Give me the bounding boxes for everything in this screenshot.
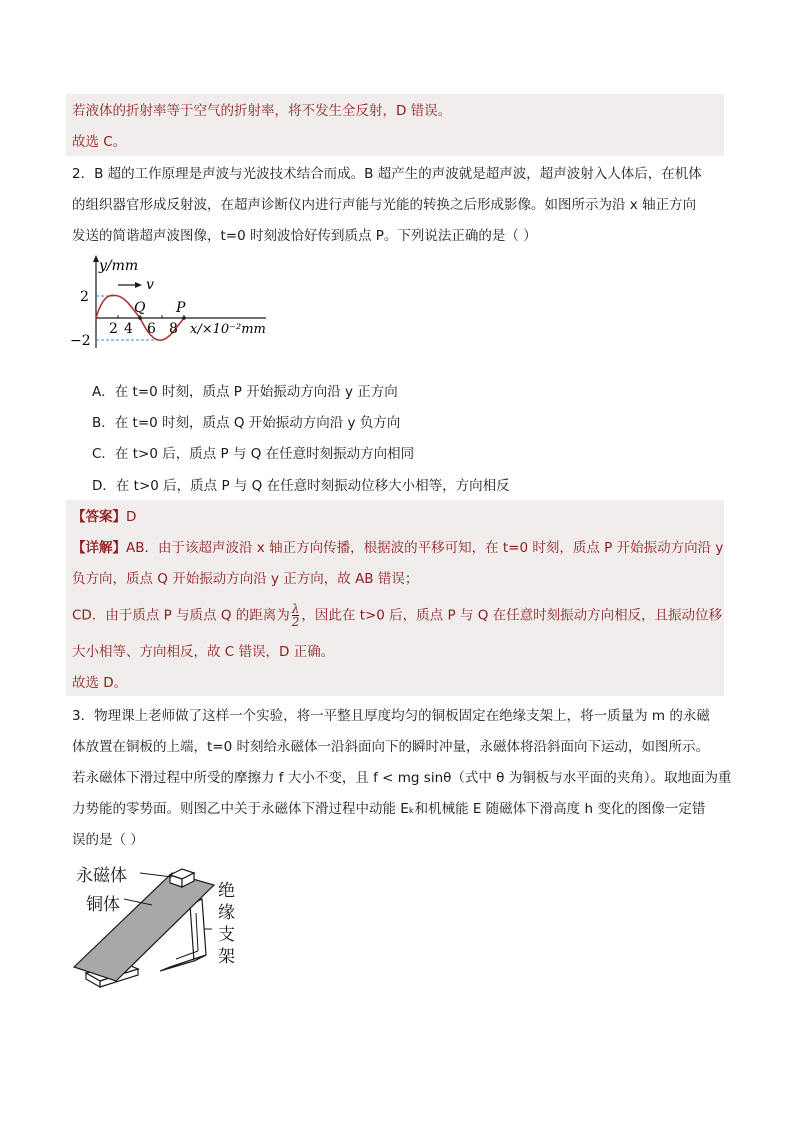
q3-stem-line-5: 误的是（ ） — [72, 832, 144, 848]
magnet-leader — [140, 873, 172, 877]
point-p-dot — [182, 316, 186, 320]
wave-figure — [66, 252, 286, 352]
stand-label — [218, 880, 238, 968]
explain-line-2: 负方向，质点 Q 开始振动方向沿 y 正方向，故 AB 错误； — [72, 571, 419, 587]
answer-highlight-block — [66, 500, 724, 696]
q2-conclusion: 故选 D。 — [72, 675, 128, 691]
explain-text-1: AB．由于该超声波沿 x 轴正方向传播，根据波的平移可知，在 t=0 时刻，质点 P 开始振动方向沿 y — [126, 540, 724, 556]
explain-text-3a: CD．由于质点 P 与质点 Q 的距离为 — [72, 607, 290, 624]
explain-text-3b: ，因此在 t>0 后，质点 P 与 Q 在任意时刻振动方向相反，且振动位移 — [301, 607, 723, 624]
option-a[interactable]: A．在 t=0 时刻，质点 P 开始振动方向沿 y 正方向 — [92, 384, 398, 400]
copper-label: 铜体 — [86, 895, 120, 915]
insulating-stand — [190, 899, 206, 961]
q2-stem-line-2: 的组织器官形成反射波，在超声诊断仪内进行声能与光能的转换之后形成影像。如图所示为沿 x 轴正方向 — [72, 197, 697, 213]
option-c[interactable]: C．在 t>0 后，质点 P 与 Q 在任意时刻振动方向相同 — [92, 446, 415, 462]
q3-stem-line-3: 若永磁体下滑过程中所受的摩擦力 f 大小不变，且 f < mg sinθ（式中 θ 为铜板与水平面的夹角）。取地面为重 — [72, 770, 732, 786]
answer-value: D — [126, 509, 137, 525]
q2-stem-line-1: 2．B 超的工作原理是声波与光波技术结合而成。B 超产生的声波就是超声波，超声波射入人体后，在机体 — [72, 166, 702, 182]
point-q-label: Q — [134, 300, 146, 316]
stand-label-char-2: 缘 — [218, 903, 235, 923]
velocity-label: v — [146, 277, 154, 293]
magnet-label: 永磁体 — [76, 866, 127, 886]
q3-stem-line-4: 力势能的零势面。则图乙中关于永磁体下滑过程中动能 Eₖ和机械能 E 随磁体下滑高度 h 变化的图像一定错 — [72, 801, 706, 817]
y-tick-2: 2 — [80, 289, 89, 305]
point-q-dot — [138, 316, 142, 320]
point-p-label: P — [176, 300, 186, 316]
x-axis-label: x/×10⁻²mm — [190, 322, 266, 337]
option-b[interactable]: B．在 t=0 时刻，质点 Q 开始振动方向沿 y 负方向 — [92, 415, 401, 431]
prev-conclusion: 故选 C。 — [72, 134, 127, 150]
lambda-half-fraction — [292, 603, 300, 628]
explain-tag: 【详解】 — [72, 540, 126, 556]
explain-line-3 — [72, 603, 722, 628]
stand-label-char-1: 绝 — [218, 881, 235, 901]
option-d[interactable]: D．在 t>0 后，质点 P 与 Q 在任意时刻振动位移大小相等，方向相反 — [92, 478, 510, 494]
x-tick-8: 8 — [169, 321, 178, 337]
explain-line-4: 大小相等、方向相反，故 C 错误，D 正确。 — [72, 644, 335, 660]
explain-line-1 — [72, 539, 723, 557]
q2-stem-line-3: 发送的简谐超声波图像，t=0 时刻波恰好传到质点 P。下列说法正确的是（ ） — [72, 228, 537, 244]
x-tick-4: 4 — [124, 321, 133, 337]
frac-numerator: λ — [291, 602, 300, 616]
q3-stem-line-1: 3．物理课上老师做了这样一个实验，将一平整且厚度均匀的铜板固定在绝缘支架上，将一质量为 m 的永磁 — [72, 708, 710, 724]
prev-explain-line: 若液体的折射率等于空气的折射率，将不发生全反射，D 错误。 — [72, 103, 452, 119]
stand-label-char-3: 支 — [218, 925, 235, 945]
y-axis-label: y/mm — [99, 258, 139, 274]
x-tick-2: 2 — [109, 321, 118, 337]
x-tick-6: 6 — [147, 321, 156, 337]
answer-tag: 【答案】 — [72, 509, 126, 525]
answer-line — [72, 508, 136, 526]
stand-label-char-4: 架 — [218, 947, 235, 967]
frac-denominator: 2 — [291, 615, 300, 629]
q3-stem-line-2: 体放置在铜板的上端，t=0 时刻给永磁体一沿斜面向下的瞬时冲量，永磁体将沿斜面向下运动，如图所示。 — [72, 739, 709, 755]
y-tick-neg2: −2 — [70, 333, 91, 349]
